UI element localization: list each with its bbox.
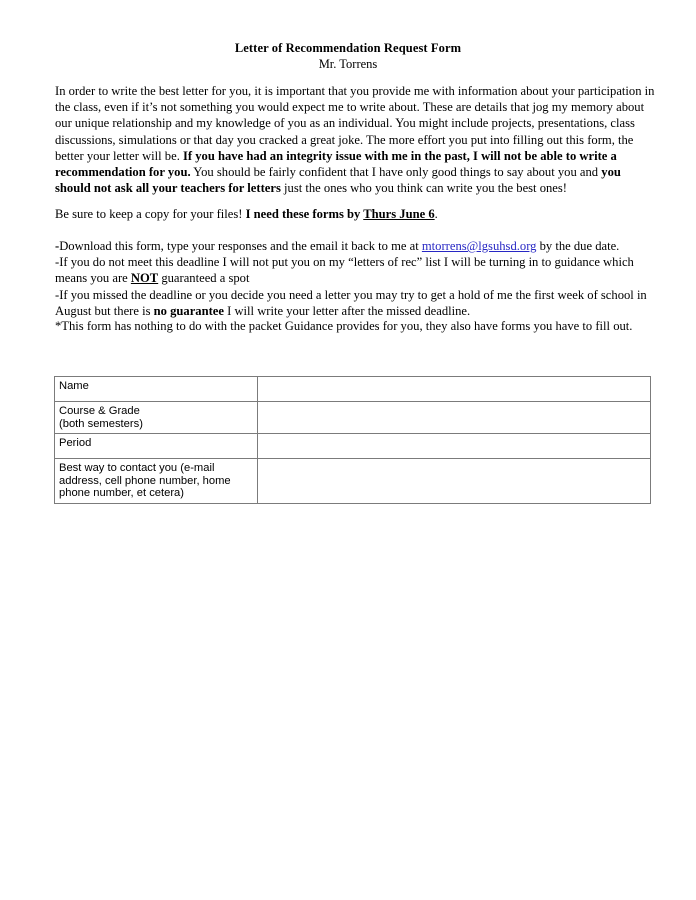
table-row-label (55, 377, 258, 402)
table-label-line: Course & Grade (59, 405, 140, 417)
table-row-label (55, 459, 258, 504)
table-row-label (55, 402, 258, 434)
intro-bold-integrity-notice: If you have had an integrity issue with me in the past, I will not be able to write a recommendation for you. (55, 148, 617, 180)
instruction-line-download (55, 238, 657, 254)
instruction-no-guarantee-emphasis: no guarantee (153, 303, 224, 318)
table-row (55, 377, 651, 402)
table-label-line: Name (59, 380, 89, 392)
table-row-label (55, 434, 258, 459)
table-row-value-field[interactable] (258, 377, 651, 402)
intro-bold-teachers-notice: you should not ask all your teachers for letters (55, 165, 621, 196)
intro-text-part-1: In order to write the best letter for you, it is important that you provide me with information about your participation in the class, even if it’s not something you would expect me to write about. These are details that jog my memory about our unique relationship and my knowledge of you as an individual. You might include projects, presentations, class discussions, simulations or that day you cracked a great joke. The more effort you put into filling out this form, the better your letter will be. (55, 84, 655, 163)
deadline-bold-lead: I need these forms by (245, 207, 364, 221)
intro-text-part-2: You should be fairly confident that I have only good things to say about you and (190, 165, 602, 180)
instruction-not-emphasis: NOT (130, 271, 159, 286)
instruction-line-late-request (55, 287, 657, 319)
table-row (55, 459, 651, 504)
instruction-deadline-text-part-1: -If you do not meet this deadline I will not put you on my “letters of rec” list I will be turning in to guidance which means you are (55, 255, 634, 286)
deadline-date: Thurs June 6 (363, 207, 435, 221)
table-label-line: Best way to contact you (e-mail (59, 462, 215, 475)
footnote-text: *This form has nothing to do with the packet Guidance provides for you, they also have forms you have to fill out. (55, 319, 633, 333)
student-info-table (54, 376, 651, 504)
table-row-value-field[interactable] (258, 434, 651, 459)
footnote-paragraph (55, 318, 657, 334)
instruction-dash-bullet: - (55, 239, 60, 253)
page-title: Letter of Recommendation Request Form (234, 41, 462, 55)
table-label-line: (both semesters) (59, 417, 143, 430)
instruction-late-text-part-2: I will write your letter after the missed deadline. (223, 303, 471, 318)
instruction-line-missed-deadline (55, 254, 657, 286)
table-label-line: phone number, et cetera) (59, 487, 185, 500)
instruction-download-text-part-2: by the due date. (536, 239, 620, 253)
document-subtitle: Mr. Torrens (318, 57, 378, 71)
table-row-value-field[interactable] (258, 402, 651, 434)
instruction-download-text-part-1: Download this form, type your responses and the email it back to me at (59, 239, 422, 253)
deadline-paragraph (55, 206, 657, 222)
table-label-line: address, cell phone number, home (59, 474, 231, 487)
document-header (0, 40, 696, 72)
deadline-text-part-2: . (434, 207, 438, 221)
table-label-line: Period (59, 437, 92, 450)
intro-paragraph (55, 83, 657, 196)
email-link[interactable]: mtorrens@lgsuhsd.org (421, 239, 537, 253)
table-row (55, 402, 651, 434)
instructions-list (55, 238, 657, 319)
table-row-value-field[interactable] (258, 459, 651, 504)
instruction-deadline-text-part-2: guaranteed a spot (158, 271, 250, 286)
intro-text-part-3: just the ones who you think can write you the best ones! (280, 181, 567, 196)
instruction-late-text-part-1: -If you missed the deadline or you decide you need a letter you may try to get a hold of me the first week of school in August but there is (55, 287, 647, 318)
deadline-text-part-1: Be sure to keep a copy for your files! (55, 207, 246, 221)
table-row (55, 434, 651, 459)
